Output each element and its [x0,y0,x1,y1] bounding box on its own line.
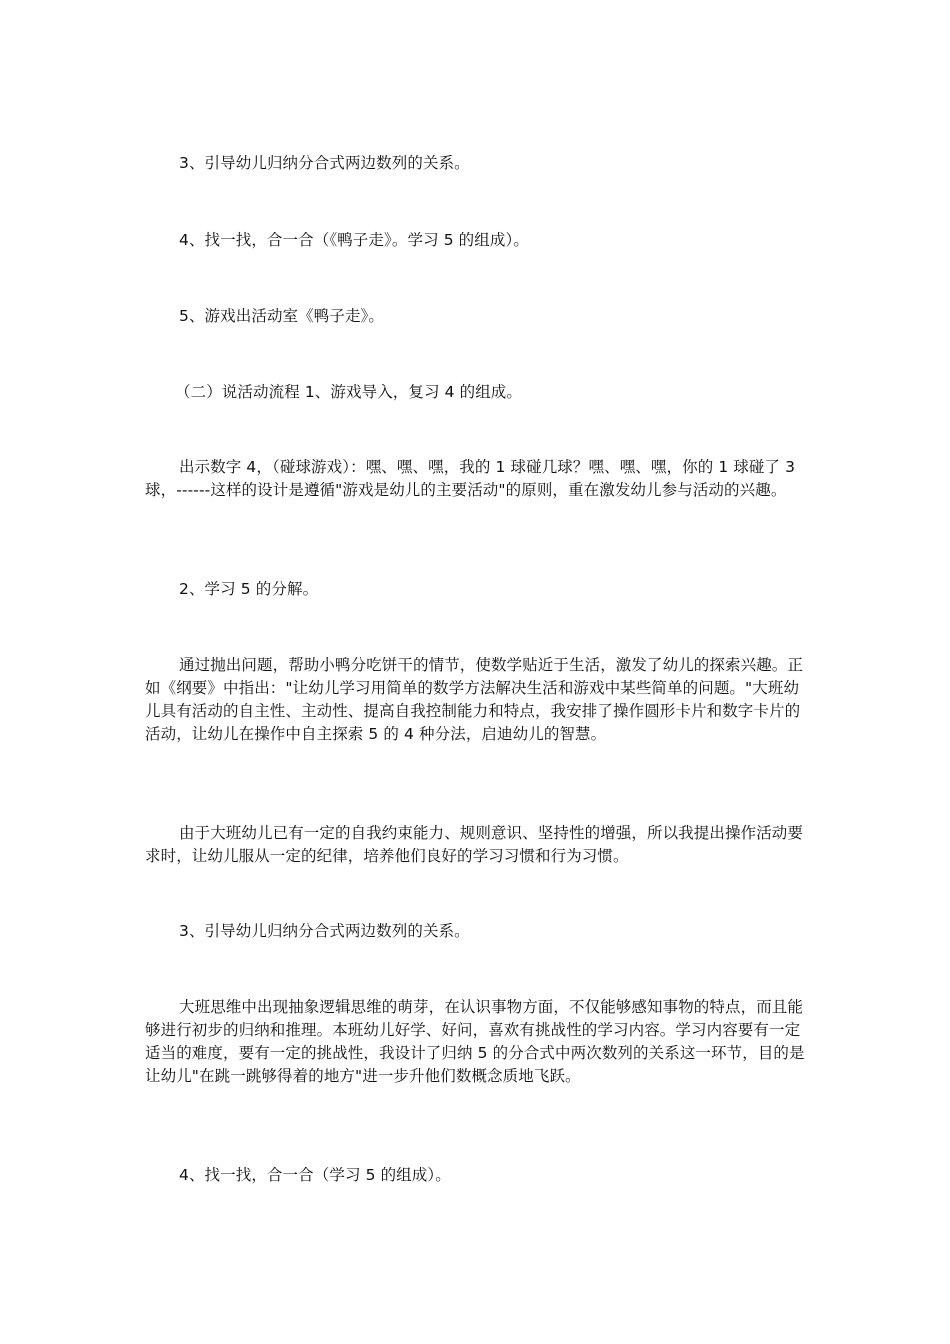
section-heading-flow: （二）说活动流程 1、游戏导入，复习 4 的组成。 [175,383,523,401]
paragraph-learn-5-decompose: 2、学习 5 的分解。 [179,580,319,598]
paragraph-step-5: 5、游戏出活动室《鸭子走》。 [179,307,385,325]
paragraph-game-intro: 出示数字 4，（碰球游戏）：嘿、嘿、嘿，我的 1 球碰几球？嘿、嘿、嘿，你的 1 球碰了 3 球，------这样的设计是遵循"游戏是幼儿的主要活动"的原则，重在激发幼儿参与活动的兴趣。 [145,458,796,499]
paragraph-step-4: 4、找一找，合一合（《鸭子走》。学习 5 的组成）。 [179,231,529,249]
paragraph-step-4-repeat: 4、找一找，合一合（学习 5 的组成）。 [179,1166,451,1184]
paragraph-step-3-repeat: 3、引导幼儿归纳分合式两边数列的关系。 [179,922,470,940]
paragraph-problem-solving: 通过抛出问题，帮助小鸭分吃饼干的情节，使数学贴近于生活，激发了幼儿的探索兴趣。正如《纲要》中指出："让幼儿学习用简单的数学方法解决生活和游戏中某些简单的问题。"大班幼儿具有活动的自主性、主动性、提高自我控制能力和特点，我安排了操作圆形卡片和数字卡片的活动，让幼儿在操作中自主探索 5 的 4 种分法，启迪幼儿的智慧。 [145,656,804,743]
paragraph-self-discipline: 由于大班幼儿已有一定的自我约束能力、规则意识、坚持性的增强，所以我提出操作活动要求时，让幼儿服从一定的纪律，培养他们良好的学习习惯和行为习惯。 [145,824,804,865]
paragraph-abstract-thinking: 大班思维中出现抽象逻辑思维的萌芽，在认识事物方面，不仅能够感知事物的特点，而且能够进行初步的归纳和推理。本班幼儿好学、好问，喜欢有挑战性的学习内容。学习内容要有一定适当的难度，要有一定的挑战性，我设计了归纳 5 的分合式中两次数列的关系这一环节，目的是让幼儿"在跳一跳够得着的地方"进一步升他们数概念质地飞跃。 [145,998,805,1085]
paragraph-step-3: 3、引导幼儿归纳分合式两边数列的关系。 [179,154,470,172]
